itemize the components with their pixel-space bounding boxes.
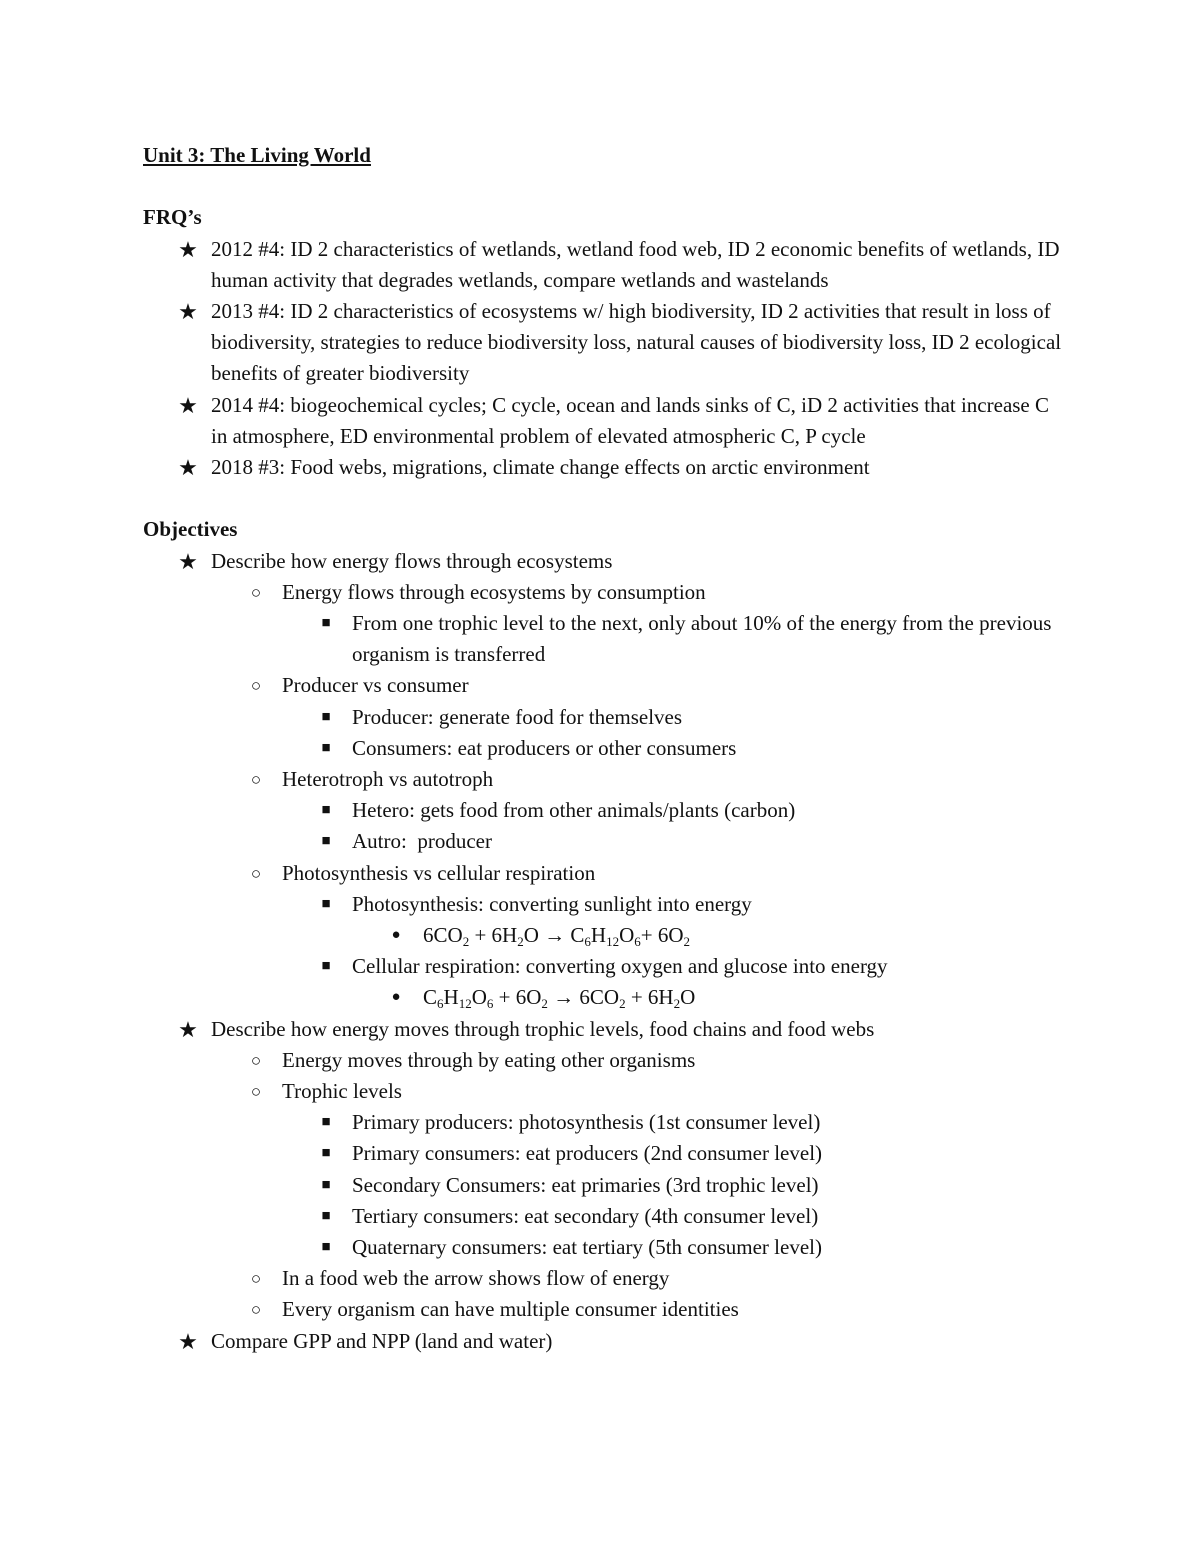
sub-item-text: Photosynthesis vs cellular respiration (282, 860, 596, 885)
document-title: Unit 3: The Living World (143, 143, 371, 167)
objectives-heading: Objectives (143, 517, 238, 542)
detail-item (143, 889, 1063, 920)
detail-item (143, 1201, 1063, 1232)
square-bullet-icon: ■ (321, 802, 331, 819)
dot-bullet-icon: ● (391, 927, 401, 943)
circle-bullet-icon: ○ (250, 1050, 262, 1070)
dot-bullet-icon: ● (391, 989, 401, 1006)
star-bullet-icon: ★ (178, 454, 198, 480)
circle-bullet-icon: ○ (250, 1082, 262, 1102)
sub-sub-list (143, 795, 1063, 857)
photosynthesis-formula (423, 923, 690, 947)
sub-item-text: Every organism can have multiple consumer identities (282, 1297, 739, 1322)
square-bullet-icon: ■ (321, 1239, 331, 1256)
sub-item (143, 1076, 1063, 1107)
square-bullet-icon: ■ (321, 1145, 331, 1162)
objectives-list (143, 1326, 1063, 1357)
sub-sub-list (143, 889, 1063, 920)
square-bullet-icon: ■ (321, 1176, 331, 1193)
square-bullet-icon: ■ (321, 1207, 331, 1224)
detail-item (143, 1232, 1063, 1263)
sub-item-text: Producer vs consumer (282, 673, 469, 698)
detail-item (143, 1107, 1063, 1138)
circle-bullet-icon: ○ (250, 769, 262, 789)
sub-list (143, 858, 1063, 889)
detail-text: Primary producers: photosynthesis (1st consumer level) (352, 1110, 821, 1135)
formula-subscript: 2 (462, 934, 470, 949)
formula-subscript: 2 (517, 934, 524, 949)
circle-bullet-icon: ○ (250, 1300, 262, 1320)
detail-text: Cellular respiration: converting oxygen and glucose into energy (352, 954, 888, 979)
detail-item (143, 826, 1063, 857)
frq-item (143, 452, 1063, 483)
sub-item (143, 764, 1063, 795)
square-bullet-icon: ■ (321, 833, 331, 850)
formula-subscript: 2 (541, 996, 548, 1012)
star-bullet-icon: ★ (178, 1016, 198, 1042)
formula-part: + 6H (625, 985, 674, 1010)
formula-subscript: 6 (486, 996, 494, 1012)
sub-list (143, 670, 1063, 701)
detail-text: Photosynthesis: converting sunlight into energy (352, 891, 752, 916)
sub-list (143, 577, 1063, 608)
sub-sub-list (143, 702, 1063, 764)
square-bullet-icon: ■ (321, 708, 331, 725)
detail-item (143, 702, 1063, 733)
formula-part: H (443, 985, 459, 1010)
square-bullet-icon: ■ (321, 895, 331, 912)
detail-item (143, 795, 1063, 826)
formula-part: + 6H (469, 923, 518, 947)
formula-part: H (590, 923, 607, 947)
sub-item (143, 858, 1063, 889)
detail-text: Tertiary consumers: eat secondary (4th consumer level) (352, 1203, 819, 1228)
formula-part: O (680, 985, 696, 1010)
sub-sub-list (143, 608, 1063, 670)
objective-item (143, 1014, 1063, 1045)
document-body (143, 140, 1063, 1357)
formula-part: + 6O (640, 923, 684, 947)
star-bullet-icon: ★ (178, 1328, 198, 1354)
formula-list (143, 920, 1063, 951)
square-bullet-icon: ■ (321, 614, 331, 631)
formula-item (143, 920, 1063, 951)
sub-list (143, 1263, 1063, 1325)
detail-text: From one trophic level to the next, only about 10% of the energy from the previous organism is transferred (352, 610, 1052, 667)
sub-list (143, 1045, 1063, 1107)
frq-text: 2018 #3: Food webs, migrations, climate change effects on arctic environment (211, 454, 870, 479)
objective-text: Describe how energy flows through ecosystems (211, 548, 613, 573)
square-bullet-icon: ■ (321, 1114, 331, 1131)
frq-heading: FRQ’s (143, 205, 202, 230)
detail-text: Quaternary consumers: eat tertiary (5th consumer level) (352, 1235, 822, 1260)
frq-text: 2013 #4: ID 2 characteristics of ecosystems w/ high biodiversity, ID 2 activities that result in loss of biodiversity, strategies to reduce biodiversity loss, natural causes of biodiversity loss, ID 2 ecological benefits of greater biodiversity (211, 298, 1062, 386)
detail-item (143, 733, 1063, 764)
sub-item (143, 1294, 1063, 1325)
formula-part: O (471, 985, 487, 1010)
square-bullet-icon: ■ (321, 958, 331, 975)
spacer (143, 171, 1063, 202)
detail-item (143, 1170, 1063, 1201)
frq-item (143, 390, 1063, 452)
sub-sub-list (143, 1107, 1063, 1263)
sub-item-text: Energy moves through by eating other organisms (282, 1047, 696, 1072)
formula-subscript: 12 (458, 996, 472, 1012)
frq-item (143, 296, 1063, 390)
sub-item-text: In a food web the arrow shows flow of energy (282, 1266, 670, 1291)
objective-item (143, 1326, 1063, 1357)
detail-text: Producer: generate food for themselves (352, 704, 683, 729)
formula-subscript: 2 (619, 996, 626, 1012)
detail-text: Autro: producer (352, 829, 492, 854)
sub-sub-list (143, 951, 1063, 982)
objectives-list (143, 1014, 1063, 1045)
formula-part: C (423, 985, 438, 1010)
formula-item (143, 982, 1063, 1013)
formula-part: → 6CO (547, 985, 620, 1010)
circle-bullet-icon: ○ (250, 863, 262, 883)
sub-item (143, 1045, 1063, 1076)
respiration-formula (423, 985, 696, 1012)
frq-item (143, 234, 1063, 296)
formula-subscript: 6 (437, 996, 444, 1012)
formula-subscript: 2 (683, 934, 690, 949)
detail-text: Secondary Consumers: eat primaries (3rd trophic level) (352, 1172, 819, 1197)
sub-item (143, 577, 1063, 608)
star-bullet-icon: ★ (178, 392, 198, 418)
objectives-list (143, 546, 1063, 577)
detail-text: Primary consumers: eat producers (2nd consumer level) (352, 1141, 823, 1166)
objective-text: Describe how energy moves through trophic levels, food chains and food webs (211, 1016, 875, 1041)
circle-bullet-icon: ○ (250, 1269, 262, 1289)
formula-part: + 6O (493, 985, 542, 1010)
sub-item (143, 1263, 1063, 1294)
square-bullet-icon: ■ (321, 739, 331, 756)
circle-bullet-icon: ○ (250, 582, 262, 602)
spacer (143, 483, 1063, 514)
formula-part: 6CO (423, 923, 463, 947)
detail-text: Consumers: eat producers or other consumers (352, 735, 737, 760)
objective-text: Compare GPP and NPP (land and water) (211, 1328, 553, 1353)
sub-item-text: Trophic levels (282, 1079, 402, 1104)
formula-subscript: 6 (634, 934, 641, 949)
detail-item (143, 951, 1063, 982)
sub-item-text: Heterotroph vs autotroph (282, 766, 494, 791)
formula-subscript: 6 (584, 934, 591, 949)
detail-item (143, 608, 1063, 670)
formula-subscript: 12 (606, 934, 620, 949)
sub-item (143, 670, 1063, 701)
circle-bullet-icon: ○ (250, 676, 262, 696)
objective-item (143, 546, 1063, 577)
frq-list (143, 234, 1063, 484)
formula-list (143, 982, 1063, 1013)
formula-part: O → C (523, 923, 585, 947)
star-bullet-icon: ★ (178, 236, 198, 262)
sub-item-text: Energy flows through ecosystems by consumption (282, 579, 706, 604)
formula-subscript: 2 (673, 996, 681, 1012)
star-bullet-icon: ★ (178, 298, 198, 324)
formula-part: O (619, 923, 635, 947)
frq-text: 2012 #4: ID 2 characteristics of wetlands, wetland food web, ID 2 economic benefits of wetlands, ID human activity that degrades wetlands, compare wetlands and wastelands (211, 236, 1060, 292)
sub-list (143, 764, 1063, 795)
detail-text: Hetero: gets food from other animals/plants (carbon) (352, 798, 796, 823)
detail-item (143, 1138, 1063, 1169)
star-bullet-icon: ★ (178, 548, 198, 574)
frq-text: 2014 #4: biogeochemical cycles; C cycle, ocean and lands sinks of C, iD 2 activities that increase C in atmosphere, ED environmental problem of elevated atmospheric C, P cycle (211, 392, 1050, 448)
